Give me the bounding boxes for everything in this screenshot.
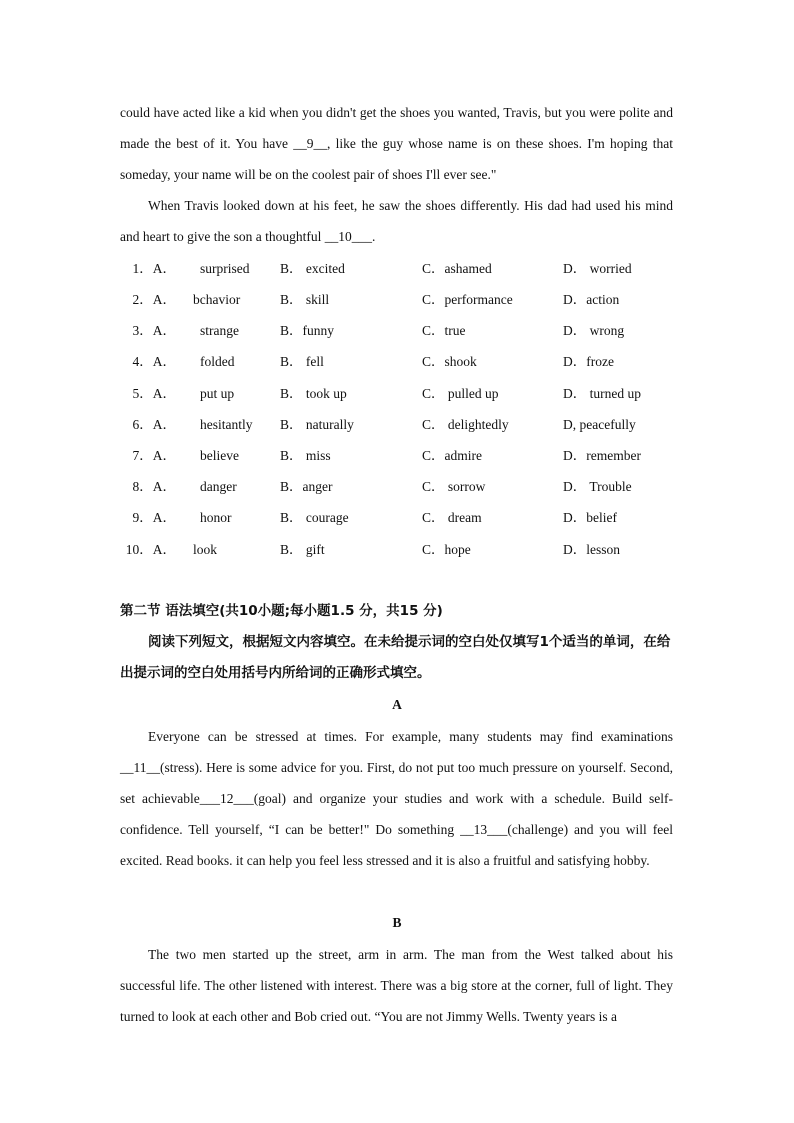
option-row: 7．A． believe B． miss C．admire D．remember: [132, 448, 641, 463]
option-row: 6．A． hesitantly B． naturally C． delightedly D, peacefully: [132, 417, 636, 432]
option-row: 1．A． surprised B． excited C．ashamed D． worried: [132, 261, 632, 276]
option-row: 8．A． danger B．anger C． sorrow D． Trouble: [132, 479, 632, 494]
part-b-passage: The two men started up the street, arm in arm. The man from the West talked about his successful life. The other listened with interest. There was a big store at the corner, full of light. They turned to look at each other and Bob cried out. “You are not Jimmy Wells. Twenty years is a: [120, 947, 673, 1024]
part-a-label: A: [392, 697, 402, 712]
option-row: 4．A． folded B． fell C．shook D．froze: [132, 354, 614, 369]
section-heading: 第二节 语法填空(共10小题;每小题1.5 分，共15 分): [120, 603, 443, 619]
option-row: 3．A． strange B．funny C．true D． wrong: [132, 323, 625, 338]
passage-paragraph-end: could have acted like a kid when you didn't get the shoes you wanted, Travis, but you were polite and made the best of it. You have __9__, like the guy whose name is on these shoes. I'm hoping that someday, your name will be on the coolest pair of shoes I'll ever see.": [120, 105, 673, 182]
part-b-label: B: [392, 915, 402, 930]
part-a-passage: Everyone can be stressed at times. For example, many students may find examinations __11__(stress). Here is some advice for you. First, do not put too much pressure on yourself. Second, set achievable___12___(goal) and organize your studies and work with a schedule. Build self-confidence. Tell yourself, “I can be better!" Do something __13___(challenge) and you will feel excited. Read books. it can help you feel less stressed and it is also a fruitful and satisfying hobby.: [120, 729, 673, 868]
option-row: 9．A． honor B． courage C． dream D．belief: [132, 510, 617, 525]
section-instructions: 阅读下列短文，根据短文内容填空。在未给提示词的空白处仅填写1个适当的单词，在给出提示词的空白处用括号内所给词的正确形式填空。: [120, 634, 671, 681]
option-row: 5．A． put up B． took up C． pulled up D． turned up: [132, 386, 641, 401]
option-row: 10．A． look B． gift C．hope D．lesson: [125, 542, 620, 557]
option-row: 2．A． bchavior B． skill C．performance D．action: [132, 292, 620, 307]
passage-paragraph-final: When Travis looked down at his feet, he saw the shoes differently. His dad had used his mind and heart to give the son a thoughtful __10___.: [120, 198, 673, 244]
